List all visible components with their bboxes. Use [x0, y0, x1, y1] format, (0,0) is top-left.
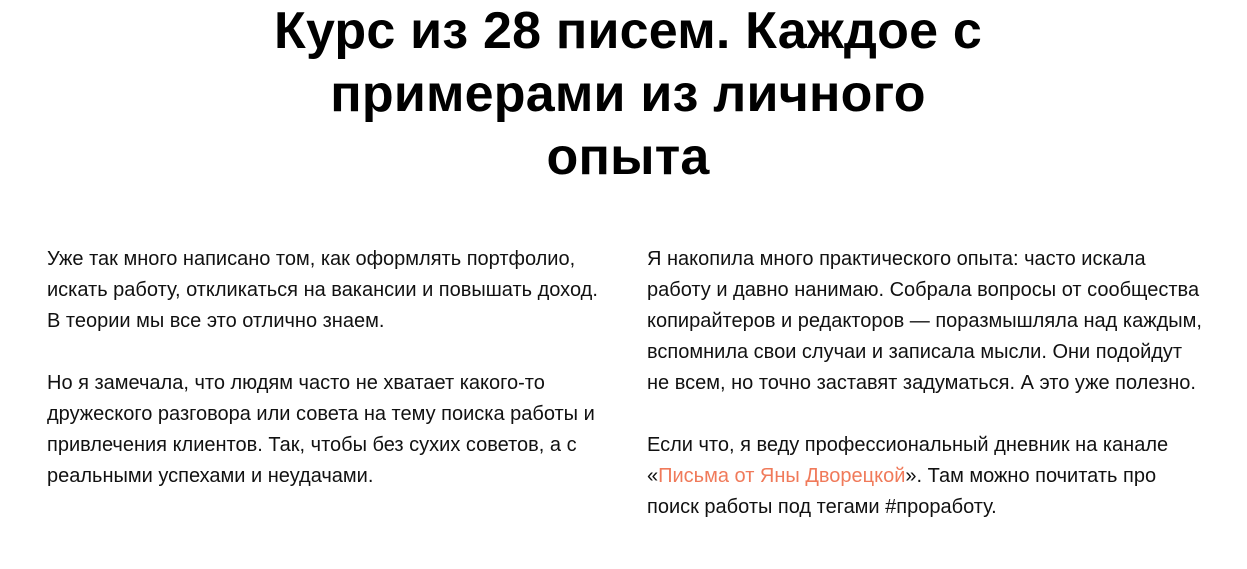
channel-link[interactable]: Письма от Яны Дворецкой — [658, 465, 906, 487]
left-paragraph-1 — [47, 244, 617, 337]
text-line: Я накопила много практического опыта: часто искала — [647, 248, 1146, 270]
open-quote: « — [647, 465, 659, 487]
text-line: не всем, но точно заставят задуматься. А это уже полезно. — [647, 372, 1196, 394]
text-line: искать работу, откликаться на вакансии и повышать доход. — [47, 279, 598, 301]
right-paragraph-2 — [647, 430, 1217, 523]
text-line: копирайтеров и редакторов — поразмышляла над каждым, — [647, 310, 1202, 332]
right-column — [647, 244, 1217, 554]
left-column — [47, 244, 617, 523]
text-line: вспомнила свои случаи и записала мысли. Они подойдут — [647, 341, 1183, 363]
right-paragraph-1 — [647, 244, 1217, 399]
text-line: Если что, я веду профессиональный дневник на канале — [647, 434, 1169, 456]
page-title-line-2: примерами из личного — [330, 65, 926, 123]
text-line: работу и давно нанимаю. Собрала вопросы от сообщества — [647, 279, 1200, 301]
text-line-with-link — [647, 461, 1217, 492]
page-title-line-3: опыта — [546, 128, 710, 186]
left-paragraph-2 — [47, 368, 617, 492]
text-line: привлечения клиентов. Так, чтобы без сухих советов, а с — [47, 434, 577, 456]
page-title — [0, 0, 1247, 189]
text-line: В теории мы все это отлично знаем. — [47, 310, 385, 332]
link-suffix: ». Там можно почитать про — [905, 465, 1157, 487]
text-line: Уже так много написано том, как оформлять портфолио, — [47, 248, 576, 270]
page-title-line-1: Курс из 28 писем. Каждое с — [274, 2, 982, 60]
text-line: Но я замечала, что людям часто не хватает какого-то — [47, 372, 545, 394]
text-line: реальными успехами и неудачами. — [47, 465, 374, 487]
text-line: поиск работы под тегами #проработу. — [647, 496, 997, 518]
text-line: дружеского разговора или совета на тему поиска работы и — [47, 403, 595, 425]
